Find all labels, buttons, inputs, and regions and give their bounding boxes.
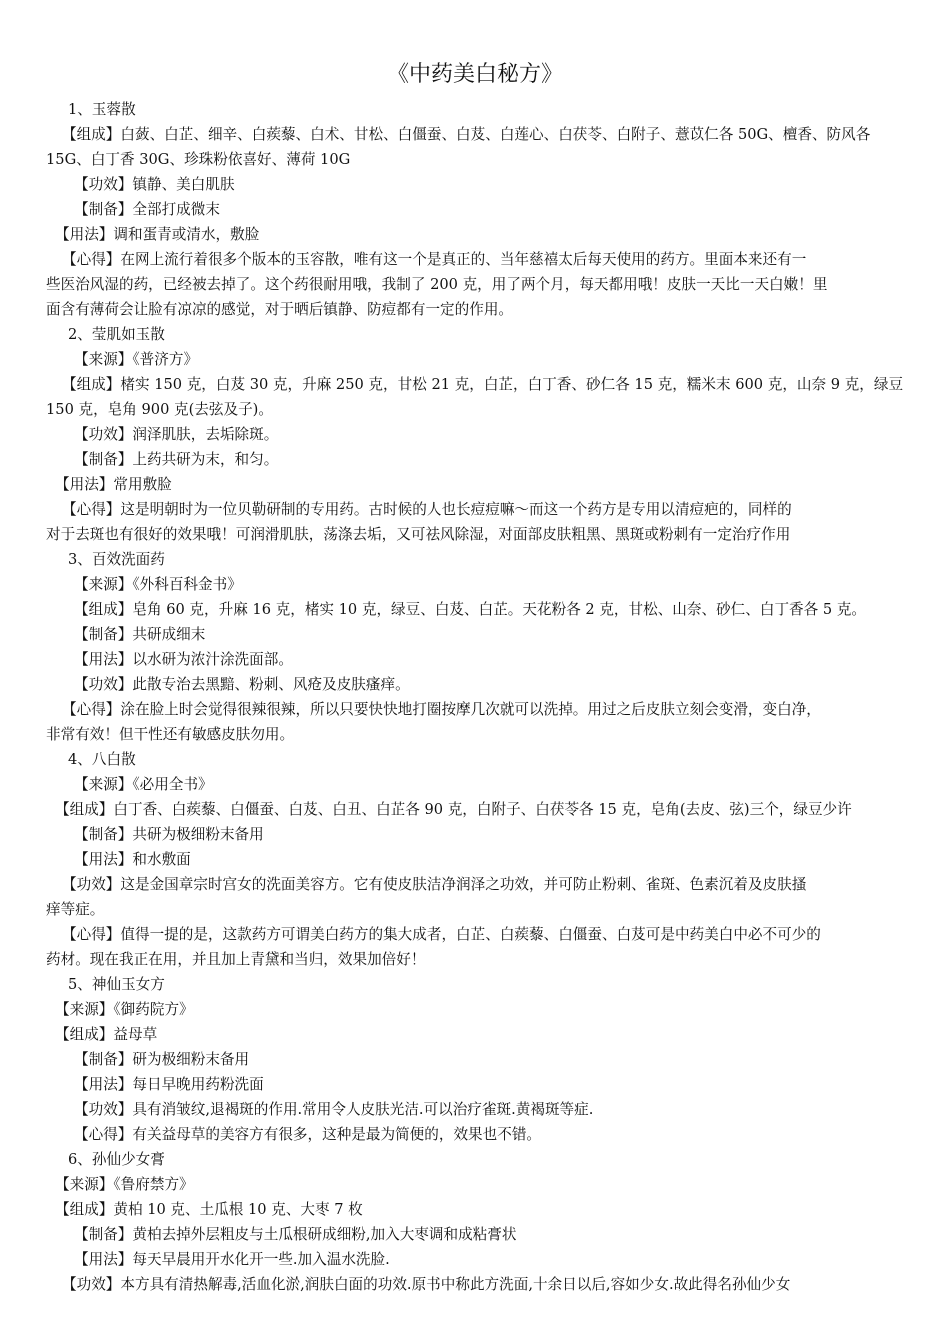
text-line: 【制备】上药共研为末，和匀。 — [74, 451, 279, 468]
text-line: 【组成】白丁香、白蒺藜、白僵蚕、白芨、白丑、白芷各 90 克，白附子、白茯苓各 15 克，皂角(去皮、弦)三个，绿豆少许 — [55, 801, 852, 818]
text-line: 【来源】《普济方》 — [74, 351, 199, 368]
text-line: 6、孙仙少女膏 — [68, 1151, 165, 1168]
text-line: 【心得】值得一提的是，这款药方可谓美白药方的集大成者，白芷、白蒺藜、白僵蚕、白芨可是中药美白中必不可少的 — [62, 926, 821, 943]
text-line: 【制备】共研成细末 — [74, 626, 206, 643]
text-line: 【心得】这是明朝时为一位贝勒研制的专用药。古时候的人也长痘痘嘛～而这一个药方是专用以清痘疤的，同样的 — [62, 501, 792, 518]
text-line: 【来源】《御药院方》 — [55, 1001, 194, 1018]
text-line: 150 克，皂角 900 克(去弦及子)。 — [46, 401, 273, 418]
text-line: 【制备】黄柏去掉外层粗皮与土瓜根研成细粉,加入大枣调和成粘膏状 — [74, 1226, 517, 1243]
text-line: 【组成】黄柏 10 克、土瓜根 10 克、大枣 7 枚 — [55, 1201, 363, 1218]
text-line: 痒等症。 — [46, 901, 105, 918]
text-line: 【来源】《鲁府禁方》 — [55, 1176, 194, 1193]
text-line: 【组成】益母草 — [55, 1026, 158, 1043]
document-body — [46, 97, 908, 1297]
text-line: 【组成】楮实 150 克，白芨 30 克，升麻 250 克，甘松 21 克，白芷，白丁香、砂仁各 15 克，糯米末 600 克，山奈 9 克，绿豆 — [62, 376, 904, 393]
text-line: 【用法】常用敷脸 — [55, 476, 172, 493]
text-line: 【功效】润泽肌肤，去垢除斑。 — [74, 426, 279, 443]
text-line: 【功效】镇静、美白肌肤 — [74, 176, 235, 193]
text-line: 【来源】《外科百科金书》 — [74, 576, 242, 593]
text-line: 【心得】有关益母草的美容方有很多，这种是最为简便的，效果也不错。 — [74, 1126, 542, 1143]
text-line: 药材。现在我正在用，并且加上青黛和当归，效果加倍好！ — [46, 951, 426, 968]
text-line: 【心得】在网上流行着很多个版本的玉容散，唯有这一个是真正的、当年慈禧太后每天使用的药方。里面本来还有一 — [62, 251, 807, 268]
text-line: 【组成】白蔹、白芷、细辛、白蒺藜、白术、甘松、白僵蚕、白芨、白莲心、白茯苓、白附子、薏苡仁各 50G、檀香、防风各 — [62, 126, 871, 143]
text-line: 1、玉蓉散 — [68, 101, 136, 118]
text-line: 【心得】涂在脸上时会觉得很辣很辣，所以只要快快地打圈按摩几次就可以洗掉。用过之后皮肤立刻会变滑，变白净， — [62, 701, 821, 718]
text-line: 【用法】和水敷面 — [74, 851, 191, 868]
text-line: 5、神仙玉女方 — [68, 976, 165, 993]
text-line: 4、八白散 — [68, 751, 136, 768]
text-line: 【用法】每日早晚用药粉洗面 — [74, 1076, 264, 1093]
text-line: 【用法】以水研为浓汁涂洗面部。 — [74, 651, 293, 668]
text-line: 【来源】《必用全书》 — [74, 776, 213, 793]
text-line: 【制备】研为极细粉末备用 — [74, 1051, 250, 1068]
text-line: 对于去斑也有很好的效果哦！可润滑肌肤，荡涤去垢，又可祛风除湿，对面部皮肤粗黑、黑斑或粉刺有一定治疗作用 — [46, 526, 791, 543]
text-line: 些医治风湿的药，已经被去掉了。这个药很耐用哦，我制了 200 克，用了两个月，每天都用哦！皮肤一天比一天白嫩！里 — [46, 276, 828, 293]
text-line: 非常有效！但干性还有敏感皮肤勿用。 — [46, 726, 295, 743]
text-line: 【用法】每天早晨用开水化开一些.加入温水洗脸. — [74, 1251, 390, 1268]
text-line: 【用法】调和蛋青或清水，敷脸 — [55, 226, 260, 243]
text-line: 15G、白丁香 30G、珍珠粉依喜好、薄荷 10G — [46, 151, 351, 168]
text-line: 【功效】这是金国章宗时宫女的洗面美容方。它有使皮肤洁净润泽之功效，并可防止粉刺、雀斑、色素沉着及皮肤搔 — [62, 876, 807, 893]
text-line: 【组成】皂角 60 克，升麻 16 克，楮实 10 克，绿豆、白芨、白芷。天花粉各 2 克，甘松、山奈、砂仁、白丁香各 5 克。 — [74, 601, 866, 618]
text-line: 【制备】全部打成微末 — [74, 201, 220, 218]
text-line: 【制备】共研为极细粉末备用 — [74, 826, 264, 843]
document-title: 《中药美白秘方》 — [386, 62, 563, 87]
text-line: 3、百效洗面药 — [68, 551, 165, 568]
text-line: 【功效】此散专治去黑黯、粉刺、风疮及皮肤瘙痒。 — [74, 676, 410, 693]
text-line: 面含有薄荷会让脸有凉凉的感觉，对于晒后镇静、防痘都有一定的作用。 — [46, 301, 514, 318]
text-line: 2、莹肌如玉散 — [68, 326, 165, 343]
text-line: 【功效】具有消皱纹,退褐斑的作用.常用令人皮肤光洁.可以治疗雀斑.黄褐斑等症. — [74, 1101, 594, 1118]
text-line: 【功效】本方具有清热解毒,活血化淤,润肤白面的功效.原书中称此方洗面,十余日以后,容如少女.故此得名孙仙少女 — [62, 1276, 791, 1293]
